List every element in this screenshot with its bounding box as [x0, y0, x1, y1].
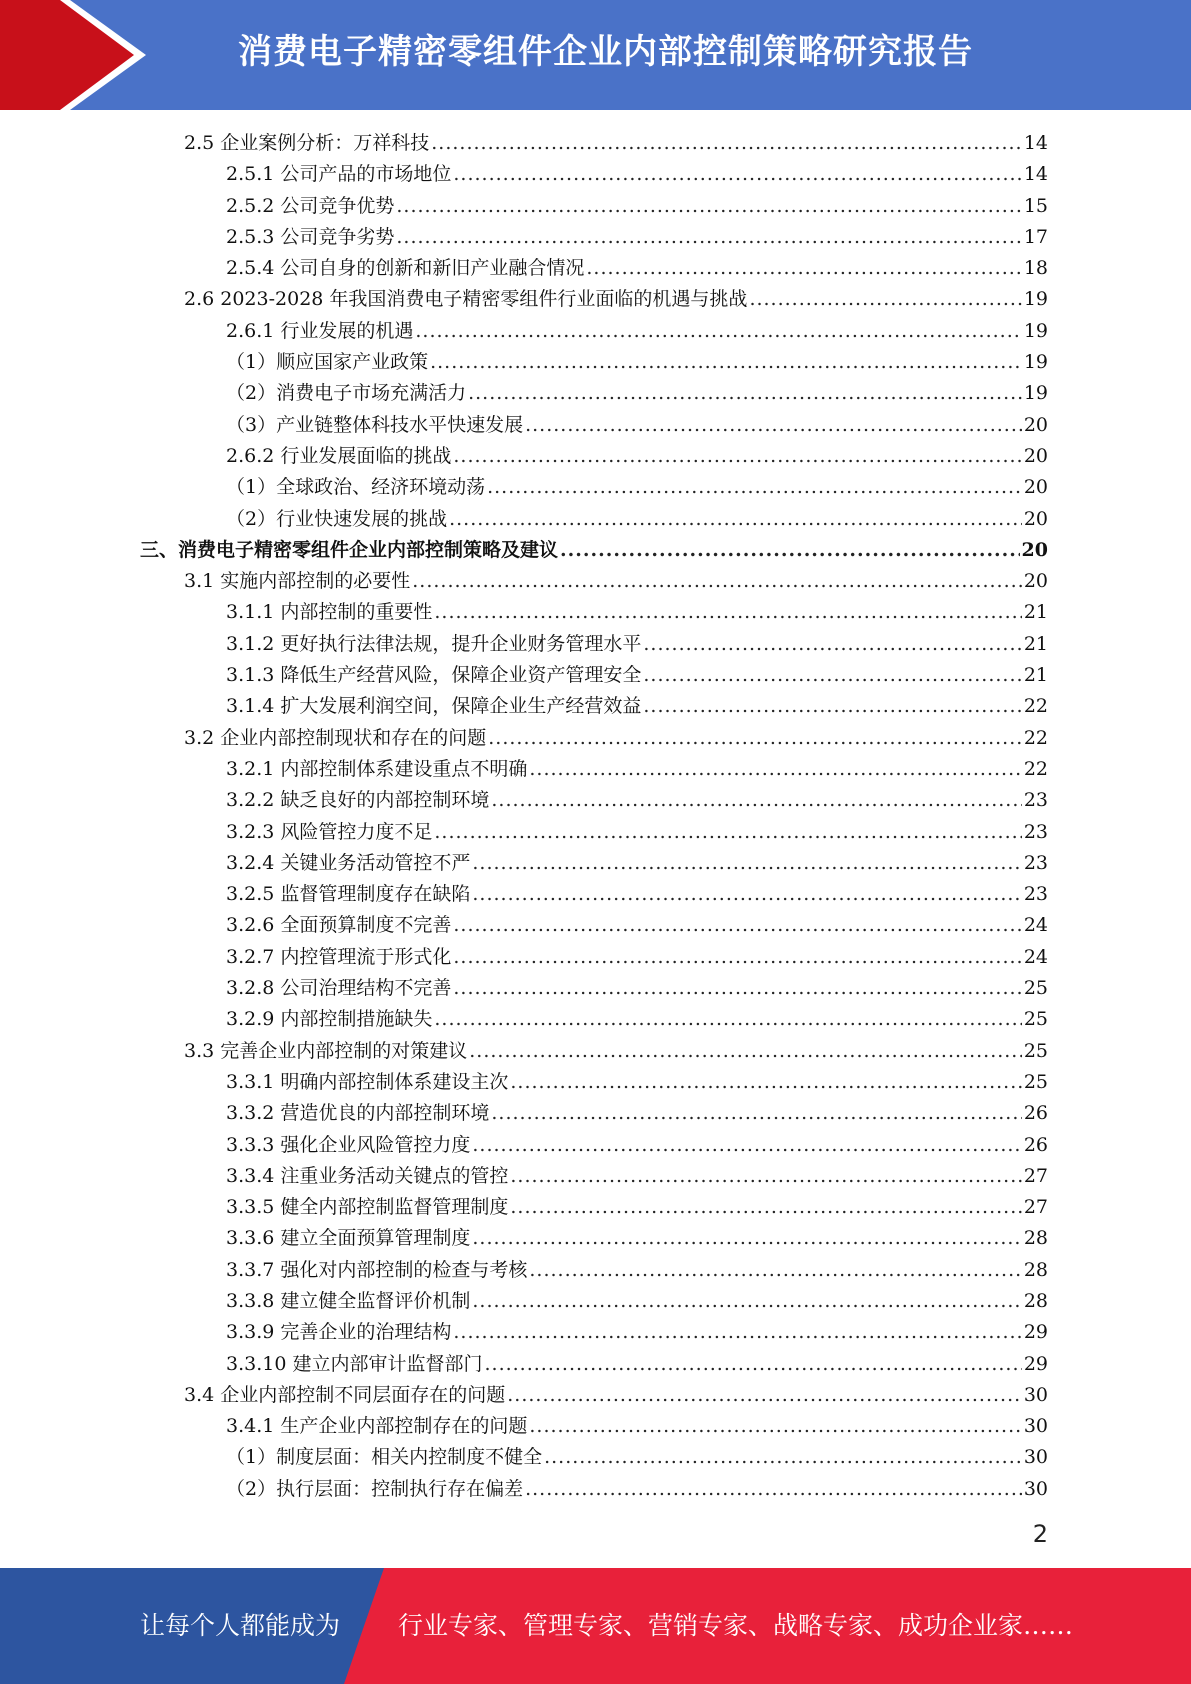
- toc-entry-label: 3.2.9 内部控制措施缺失: [226, 1008, 433, 1031]
- toc-leader-dots: [525, 1478, 1022, 1500]
- toc-leader-dots: [453, 977, 1021, 999]
- toc-entry[interactable]: [140, 504, 1048, 535]
- toc-leader-dots: [434, 601, 1021, 623]
- toc-entry[interactable]: [140, 1349, 1048, 1380]
- toc-entry[interactable]: [140, 222, 1048, 253]
- toc-entry-label: 3.3.5 健全内部控制监督管理制度: [226, 1196, 509, 1219]
- toc-entry[interactable]: [140, 660, 1048, 691]
- toc-entry-page: 29: [1023, 1321, 1048, 1344]
- toc-entry-label: 3.2.5 监督管理制度存在缺陷: [226, 883, 471, 906]
- toc-entry-label: 2.5.2 公司竞争优势: [226, 194, 395, 217]
- toc-entry-label: （3）产业链整体科技水平快速发展: [226, 413, 524, 436]
- toc-entry[interactable]: [140, 942, 1048, 973]
- toc-leader-dots: [510, 1071, 1021, 1093]
- footer-slogan-left: 让每个人都能成为: [140, 1611, 341, 1640]
- toc-leader-dots: [472, 1290, 1021, 1312]
- toc-entry-page: 26: [1023, 1102, 1048, 1125]
- toc-entry[interactable]: [140, 754, 1048, 785]
- toc-entry-label: 3.3.10 建立内部审计监督部门: [226, 1352, 483, 1375]
- toc-entry[interactable]: [140, 1130, 1048, 1161]
- toc-entry-label: 3.1.3 降低生产经营风险，保障企业资产管理安全: [226, 664, 642, 687]
- toc-entry[interactable]: [140, 191, 1048, 222]
- toc-entry[interactable]: [140, 1004, 1048, 1035]
- toc-entry[interactable]: [140, 817, 1048, 848]
- toc-leader-dots: [507, 1384, 1022, 1406]
- toc-entry-label: 3.1 实施内部控制的必要性: [184, 570, 411, 593]
- toc-entry-page: 23: [1023, 883, 1048, 906]
- toc-entry[interactable]: [140, 1380, 1048, 1411]
- toc-entry-page: 25: [1023, 977, 1048, 1000]
- toc-entry-page: 19: [1023, 319, 1048, 342]
- toc-entry-label: 2.6.2 行业发展面临的挑战: [226, 444, 452, 467]
- toc-entry-label: 3.2 企业内部控制现状和存在的问题: [184, 726, 487, 749]
- toc-entry-label: （1）顺应国家产业政策: [226, 351, 429, 374]
- toc-entry-page: 23: [1023, 789, 1048, 812]
- toc-entry-page: 21: [1023, 632, 1048, 655]
- table-of-contents: [140, 128, 1048, 1505]
- toc-entry[interactable]: [140, 316, 1048, 347]
- toc-entry-label: 2.5.3 公司竞争劣势: [226, 225, 395, 248]
- toc-entry-label: 三、消费电子精密零组件企业内部控制策略及建议: [140, 538, 559, 561]
- toc-entry-label: （1）全球政治、经济环境动荡: [226, 476, 486, 499]
- toc-entry-page: 30: [1023, 1415, 1048, 1438]
- toc-entry[interactable]: [140, 253, 1048, 284]
- toc-entry[interactable]: [140, 910, 1048, 941]
- toc-entry[interactable]: [140, 535, 1048, 566]
- toc-leader-dots: [431, 132, 1022, 154]
- toc-entry-label: 3.2.6 全面预算制度不完善: [226, 914, 452, 937]
- toc-entry-page: 20: [1023, 444, 1048, 467]
- toc-entry-page: 20: [1021, 538, 1048, 561]
- toc-entry[interactable]: [140, 441, 1048, 472]
- toc-entry-page: 27: [1023, 1164, 1048, 1187]
- toc-entry[interactable]: [140, 1192, 1048, 1223]
- toc-leader-dots: [415, 320, 1021, 342]
- footer-slogan-right: 行业专家、管理专家、营销专家、战略专家、成功企业家……: [398, 1611, 1074, 1640]
- toc-entry[interactable]: [140, 347, 1048, 378]
- toc-entry-label: 3.1.1 内部控制的重要性: [226, 601, 433, 624]
- toc-entry-page: 20: [1023, 476, 1048, 499]
- toc-leader-dots: [487, 476, 1022, 498]
- toc-leader-dots: [488, 727, 1022, 749]
- toc-leader-dots: [529, 1259, 1021, 1281]
- toc-leader-dots: [472, 1227, 1021, 1249]
- toc-entry-label: 3.3.2 营造优良的内部控制环境: [226, 1102, 490, 1125]
- page-footer: [0, 1568, 1191, 1684]
- toc-entry[interactable]: [140, 1442, 1048, 1473]
- toc-entry-label: 3.1.2 更好执行法律法规，提升企业财务管理水平: [226, 632, 642, 655]
- toc-leader-dots: [449, 508, 1022, 530]
- toc-entry-label: 3.3.4 注重业务活动关键点的管控: [226, 1164, 509, 1187]
- toc-leader-dots: [529, 758, 1021, 780]
- toc-entry-page: 19: [1023, 382, 1048, 405]
- toc-entry[interactable]: [140, 566, 1048, 597]
- toc-entry-page: 29: [1023, 1352, 1048, 1375]
- toc-entry[interactable]: [140, 1411, 1048, 1442]
- toc-leader-dots: [525, 414, 1022, 436]
- toc-entry-label: 3.1.4 扩大发展利润空间，保障企业生产经营效益: [226, 695, 642, 718]
- toc-leader-dots: [560, 539, 1020, 561]
- toc-entry[interactable]: [140, 1098, 1048, 1129]
- toc-entry-page: 30: [1023, 1477, 1048, 1500]
- toc-entry-page: 30: [1023, 1446, 1048, 1469]
- toc-entry-label: 3.2.7 内控管理流于形式化: [226, 945, 452, 968]
- toc-entry-page: 23: [1023, 851, 1048, 874]
- toc-entry[interactable]: [140, 1067, 1048, 1098]
- toc-entry-label: 3.3.3 强化企业风险管控力度: [226, 1133, 471, 1156]
- toc-entry[interactable]: [140, 629, 1048, 660]
- toc-entry-label: （2）执行层面：控制执行存在偏差: [226, 1477, 524, 1500]
- toc-entry[interactable]: [140, 1223, 1048, 1254]
- toc-entry-page: 25: [1023, 1070, 1048, 1093]
- toc-entry-label: 3.2.4 关键业务活动管控不严: [226, 851, 471, 874]
- toc-entry-label: （2）消费电子市场充满活力: [226, 382, 467, 405]
- toc-entry-label: 3.3.7 强化对内部控制的检查与考核: [226, 1258, 528, 1281]
- toc-entry-page: 17: [1023, 225, 1048, 248]
- toc-leader-dots: [453, 914, 1021, 936]
- toc-entry-label: 3.3.9 完善企业的治理结构: [226, 1321, 452, 1344]
- toc-entry-page: 20: [1023, 570, 1048, 593]
- toc-leader-dots: [453, 445, 1021, 467]
- toc-entry-page: 22: [1023, 695, 1048, 718]
- toc-entry[interactable]: [140, 1255, 1048, 1286]
- toc-entry[interactable]: [140, 1286, 1048, 1317]
- toc-entry-page: 21: [1023, 601, 1048, 624]
- toc-leader-dots: [434, 821, 1021, 843]
- toc-entry-page: 21: [1023, 664, 1048, 687]
- toc-entry-label: 3.4 企业内部控制不同层面存在的问题: [184, 1383, 506, 1406]
- toc-entry-label: 2.5.1 公司产品的市场地位: [226, 163, 452, 186]
- toc-entry[interactable]: [140, 472, 1048, 503]
- toc-entry[interactable]: [140, 1161, 1048, 1192]
- toc-leader-dots: [453, 163, 1021, 185]
- toc-entry-label: 2.5.4 公司自身的创新和新旧产业融合情况: [226, 257, 585, 280]
- toc-entry-page: 26: [1023, 1133, 1048, 1156]
- toc-leader-dots: [396, 226, 1021, 248]
- toc-leader-dots: [412, 570, 1022, 592]
- toc-leader-dots: [484, 1353, 1021, 1375]
- toc-entry-label: 3.3.8 建立健全监督评价机制: [226, 1289, 471, 1312]
- toc-entry-page: 19: [1023, 288, 1048, 311]
- toc-entry-label: 2.6 2023-2028 年我国消费电子精密零组件行业面临的机遇与挑战: [184, 288, 748, 311]
- toc-entry-page: 28: [1023, 1227, 1048, 1250]
- toc-entry-page: 19: [1023, 351, 1048, 374]
- toc-entry-page: 24: [1023, 914, 1048, 937]
- toc-entry-label: 3.4.1 生产企业内部控制存在的问题: [226, 1415, 528, 1438]
- toc-entry-page: 22: [1023, 726, 1048, 749]
- toc-leader-dots: [586, 257, 1021, 279]
- toc-entry-page: 15: [1023, 194, 1048, 217]
- toc-entry-page: 28: [1023, 1258, 1048, 1281]
- toc-leader-dots: [643, 695, 1021, 717]
- toc-entry-label: 3.2.2 缺乏良好的内部控制环境: [226, 789, 490, 812]
- toc-entry[interactable]: [140, 723, 1048, 754]
- toc-entry-label: 2.6.1 行业发展的机遇: [226, 319, 414, 342]
- toc-leader-dots: [472, 852, 1021, 874]
- toc-entry-page: 20: [1023, 507, 1048, 530]
- toc-entry-page: 20: [1023, 413, 1048, 436]
- toc-entry[interactable]: [140, 128, 1048, 159]
- toc-leader-dots: [529, 1415, 1021, 1437]
- toc-leader-dots: [472, 1134, 1021, 1156]
- toc-entry-label: 3.3.1 明确内部控制体系建设主次: [226, 1070, 509, 1093]
- toc-entry[interactable]: [140, 378, 1048, 409]
- toc-entry-page: 28: [1023, 1289, 1048, 1312]
- toc-entry[interactable]: [140, 597, 1048, 628]
- toc-entry[interactable]: [140, 410, 1048, 441]
- toc-leader-dots: [510, 1196, 1021, 1218]
- toc-entry-page: 14: [1023, 132, 1048, 154]
- page-number: 2: [1032, 1520, 1048, 1548]
- toc-entry[interactable]: [140, 879, 1048, 910]
- toc-leader-dots: [544, 1446, 1022, 1468]
- toc-entry[interactable]: [140, 785, 1048, 816]
- toc-entry-page: 25: [1023, 1008, 1048, 1031]
- toc-leader-dots: [434, 1008, 1021, 1030]
- toc-leader-dots: [491, 1102, 1021, 1124]
- toc-entry-page: 27: [1023, 1196, 1048, 1219]
- toc-leader-dots: [643, 664, 1021, 686]
- toc-entry[interactable]: [140, 1474, 1048, 1505]
- toc-leader-dots: [430, 351, 1022, 373]
- toc-entry-page: 24: [1023, 945, 1048, 968]
- toc-leader-dots: [510, 1165, 1021, 1187]
- toc-entry-label: （2）行业快速发展的挑战: [226, 507, 448, 530]
- toc-entry[interactable]: [140, 691, 1048, 722]
- toc-entry-page: 22: [1023, 757, 1048, 780]
- toc-leader-dots: [453, 946, 1021, 968]
- toc-entry[interactable]: [140, 1036, 1048, 1067]
- toc-entry[interactable]: [140, 848, 1048, 879]
- toc-entry[interactable]: [140, 1317, 1048, 1348]
- toc-entry-page: 30: [1023, 1383, 1048, 1406]
- toc-entry-page: 18: [1023, 257, 1048, 280]
- toc-entry-label: 3.3 完善企业内部控制的对策建议: [184, 1039, 468, 1062]
- toc-entry-page: 23: [1023, 820, 1048, 843]
- toc-entry-label: 3.2.1 内部控制体系建设重点不明确: [226, 757, 528, 780]
- toc-entry-label: （1）制度层面：相关内控制度不健全: [226, 1446, 543, 1469]
- toc-entry[interactable]: [140, 973, 1048, 1004]
- toc-leader-dots: [491, 789, 1021, 811]
- toc-leader-dots: [453, 1321, 1021, 1343]
- toc-entry-label: 3.2.3 风险管控力度不足: [226, 820, 433, 843]
- toc-leader-dots: [469, 1040, 1022, 1062]
- toc-entry-label: 2.5 企业案例分析：万祥科技: [184, 132, 430, 154]
- toc-leader-dots: [749, 288, 1021, 310]
- toc-entry[interactable]: [140, 159, 1048, 190]
- toc-entry[interactable]: [140, 284, 1048, 315]
- toc-entry-label: 3.2.8 公司治理结构不完善: [226, 977, 452, 1000]
- toc-leader-dots: [396, 195, 1021, 217]
- toc-entry-page: 25: [1023, 1039, 1048, 1062]
- toc-leader-dots: [472, 883, 1021, 905]
- toc-leader-dots: [468, 382, 1022, 404]
- toc-entry-label: 3.3.6 建立全面预算管理制度: [226, 1227, 471, 1250]
- report-title: 消费电子精密零组件企业内部控制策略研究报告: [238, 32, 973, 72]
- page-header: [0, 0, 1191, 110]
- toc-leader-dots: [643, 633, 1021, 655]
- toc-entry-page: 14: [1023, 163, 1048, 186]
